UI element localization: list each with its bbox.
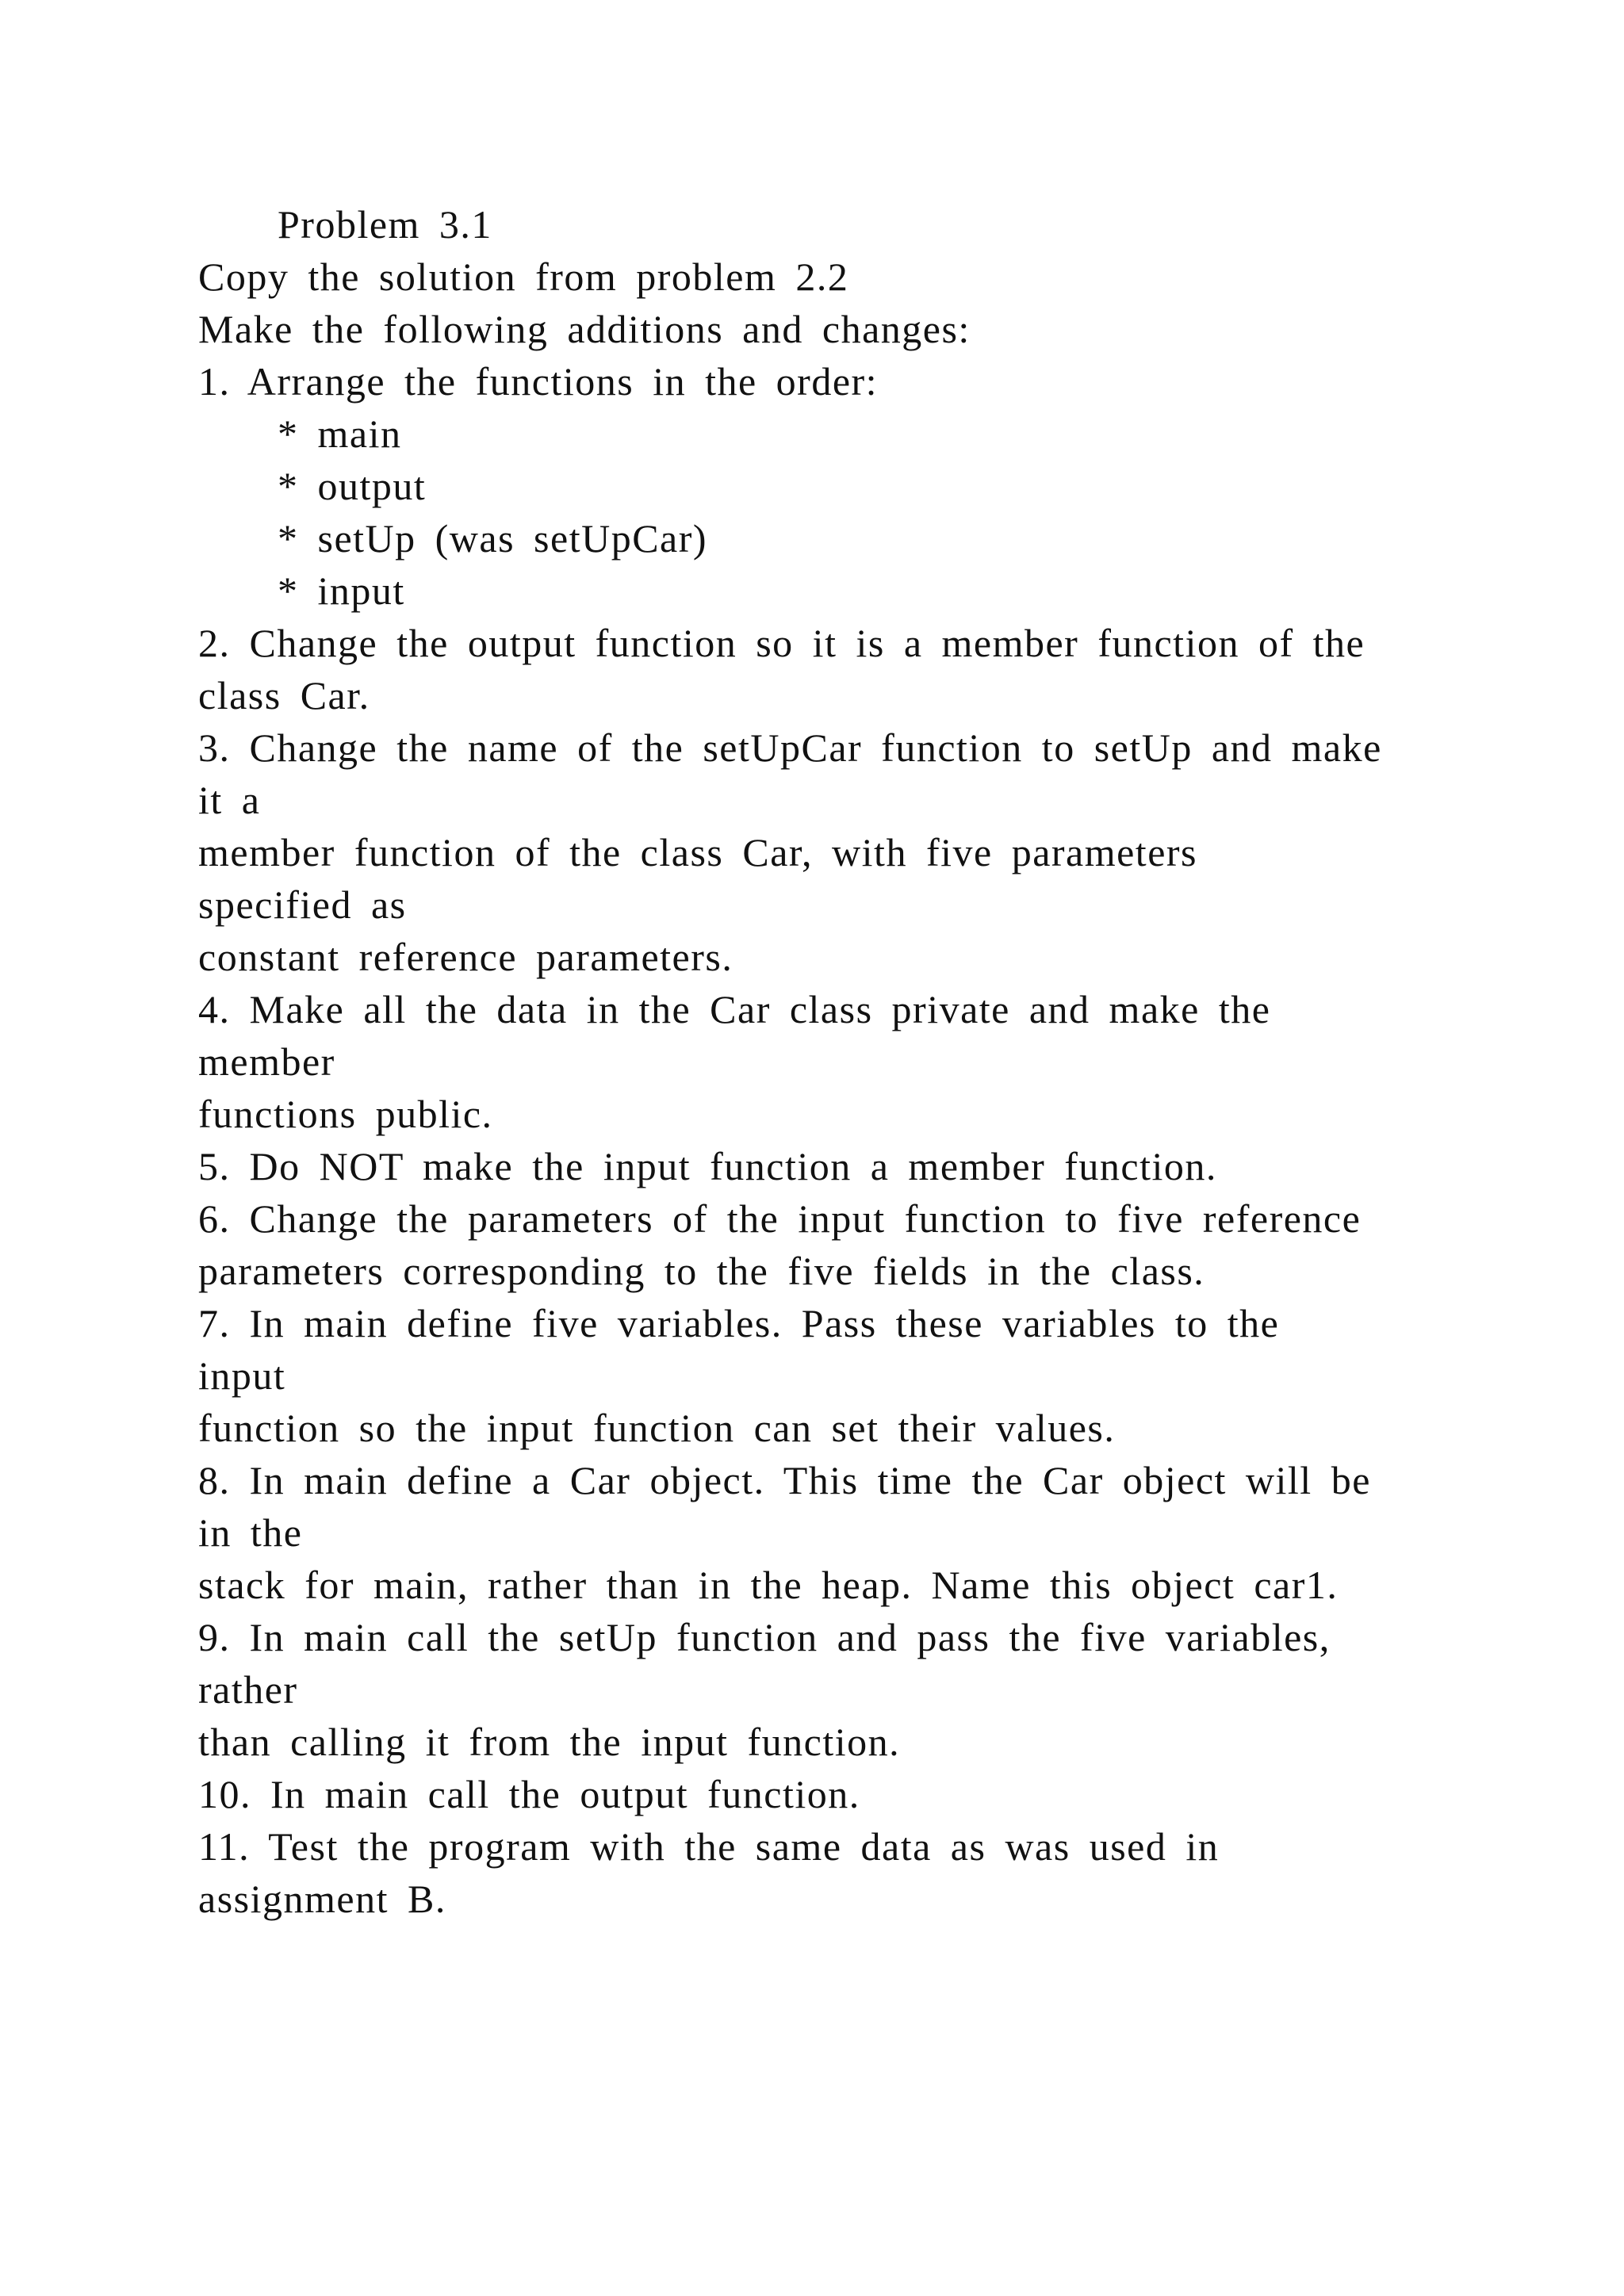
text-line: stack for main, rather than in the heap. Name this object car1. [198,1563,1339,1607]
text-line: input [198,1353,286,1398]
text-line: member [198,1039,335,1084]
text-line: assignment B. [198,1877,446,1921]
text-line: Copy the solution from problem 2.2 [198,254,849,299]
text-line: specified as [198,882,407,927]
text-line: * main [278,411,402,456]
text-line: Make the following additions and changes: [198,307,971,351]
text-line: member function of the class Car, with five parameters [198,830,1197,874]
text-line: constant reference parameters. [198,935,733,979]
text-line: 7. In main define five variables. Pass these variables to the [198,1301,1280,1345]
text-line: * setUp (was setUpCar) [278,516,708,561]
text-line: function so the input function can set their values. [198,1406,1116,1450]
text-line: * output [278,464,427,508]
text-line: 1. Arrange the functions in the order: [198,359,879,404]
text-line: 5. Do NOT make the input function a member function. [198,1144,1217,1188]
document-body [198,198,1467,1925]
text-line: rather [198,1667,298,1712]
text-line: in the [198,1510,303,1555]
text-line: class Car. [198,673,370,718]
text-line: than calling it from the input function. [198,1720,901,1764]
text-line: 2. Change the output function so it is a member function of the [198,621,1365,665]
text-line: 11. Test the program with the same data as was used in [198,1824,1220,1869]
text-line: 6. Change the parameters of the input function to five reference [198,1196,1362,1241]
text-line: parameters corresponding to the five fields in the class. [198,1249,1205,1293]
text-line: it a [198,778,261,822]
text-line: 8. In main define a Car object. This time the Car object will be [198,1458,1371,1502]
text-line: 10. In main call the output function. [198,1772,860,1816]
text-line: * input [278,568,405,613]
text-line: functions public. [198,1092,493,1136]
text-line: 9. In main call the setUp function and pass the five variables, [198,1615,1331,1659]
document-title: Problem 3.1 [278,202,492,247]
text-line: 4. Make all the data in the Car class private and make the [198,987,1271,1031]
text-line: 3. Change the name of the setUpCar function to setUp and make [198,725,1382,770]
